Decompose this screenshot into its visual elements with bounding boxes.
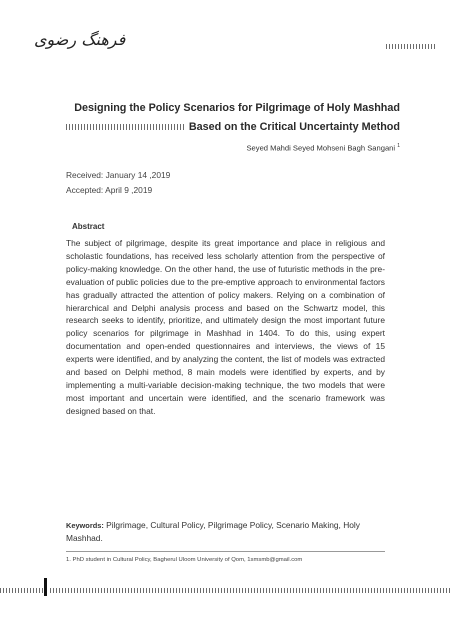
abstract-heading: Abstract [72,222,105,231]
keywords-text: Pilgrimage, Cultural Policy, Pilgrimage Policy, Scenario Making, Holy Mashhad. [66,520,360,543]
abstract-body: The subject of pilgrimage, despite its great importance and place in religious and scholastic foundations, has received less scholarly attention from the perspective of policy-making knowledge. On the other hand, the use of futuristic methods in the pre-evaluation of public policies due to the pre-emptive approach to environmental factors has gradually attracted the attention of policy makers. Relying on a combination of hierarchical and Delphi analysis process and based on the Schwartz model, this research seeks to identify, prioritize, and ultimately design the most important future policy scenarios for pilgrimage in Mashhad in 1404. To do this, using expert documentation and open-ended questionnaires and interviews, the views of 15 experts were identified, and by analyzing the content, the list of models was extracted and based on Delphi method, 8 main models were identified by experts, and by implementing a multi-variable decision-making technique, the two models that were most important and uncertain were identified, and the scenario framework was designed based on that. [66,238,385,416]
title-decorative-stripe [66,124,185,130]
keywords-paragraph [66,519,385,545]
received-date: Received: January 14 ,2019 [66,170,171,180]
journal-logo: فرهنگ رضوی [34,30,126,49]
keywords-label: Keywords: [66,521,104,530]
paper-title-line-2-row [66,120,400,134]
header-decorative-stripe [386,44,436,49]
footer-stripe-right [50,588,450,593]
author-name: Seyed Mahdi Seyed Mohseni Bagh Sangani [246,143,396,153]
author-footnote-mark: 1 [397,143,400,149]
accepted-date: Accepted: April 9 ,2019 [66,185,153,195]
paper-title-line-1: Designing the Policy Scenarios for Pilgrimage of Holy Mashhad [74,102,400,114]
paper-title-line-2: Based on the Critical Uncertainty Method [188,121,400,133]
page-edge-marker [44,578,47,596]
footnote-divider [66,551,385,552]
author-footnote: 1. PhD student in Cultural Policy, Bagherul Uloom University of Qom, 1smsmb@gmail.com [66,557,303,563]
author-line [246,143,400,153]
footer-stripe-left [0,588,44,593]
